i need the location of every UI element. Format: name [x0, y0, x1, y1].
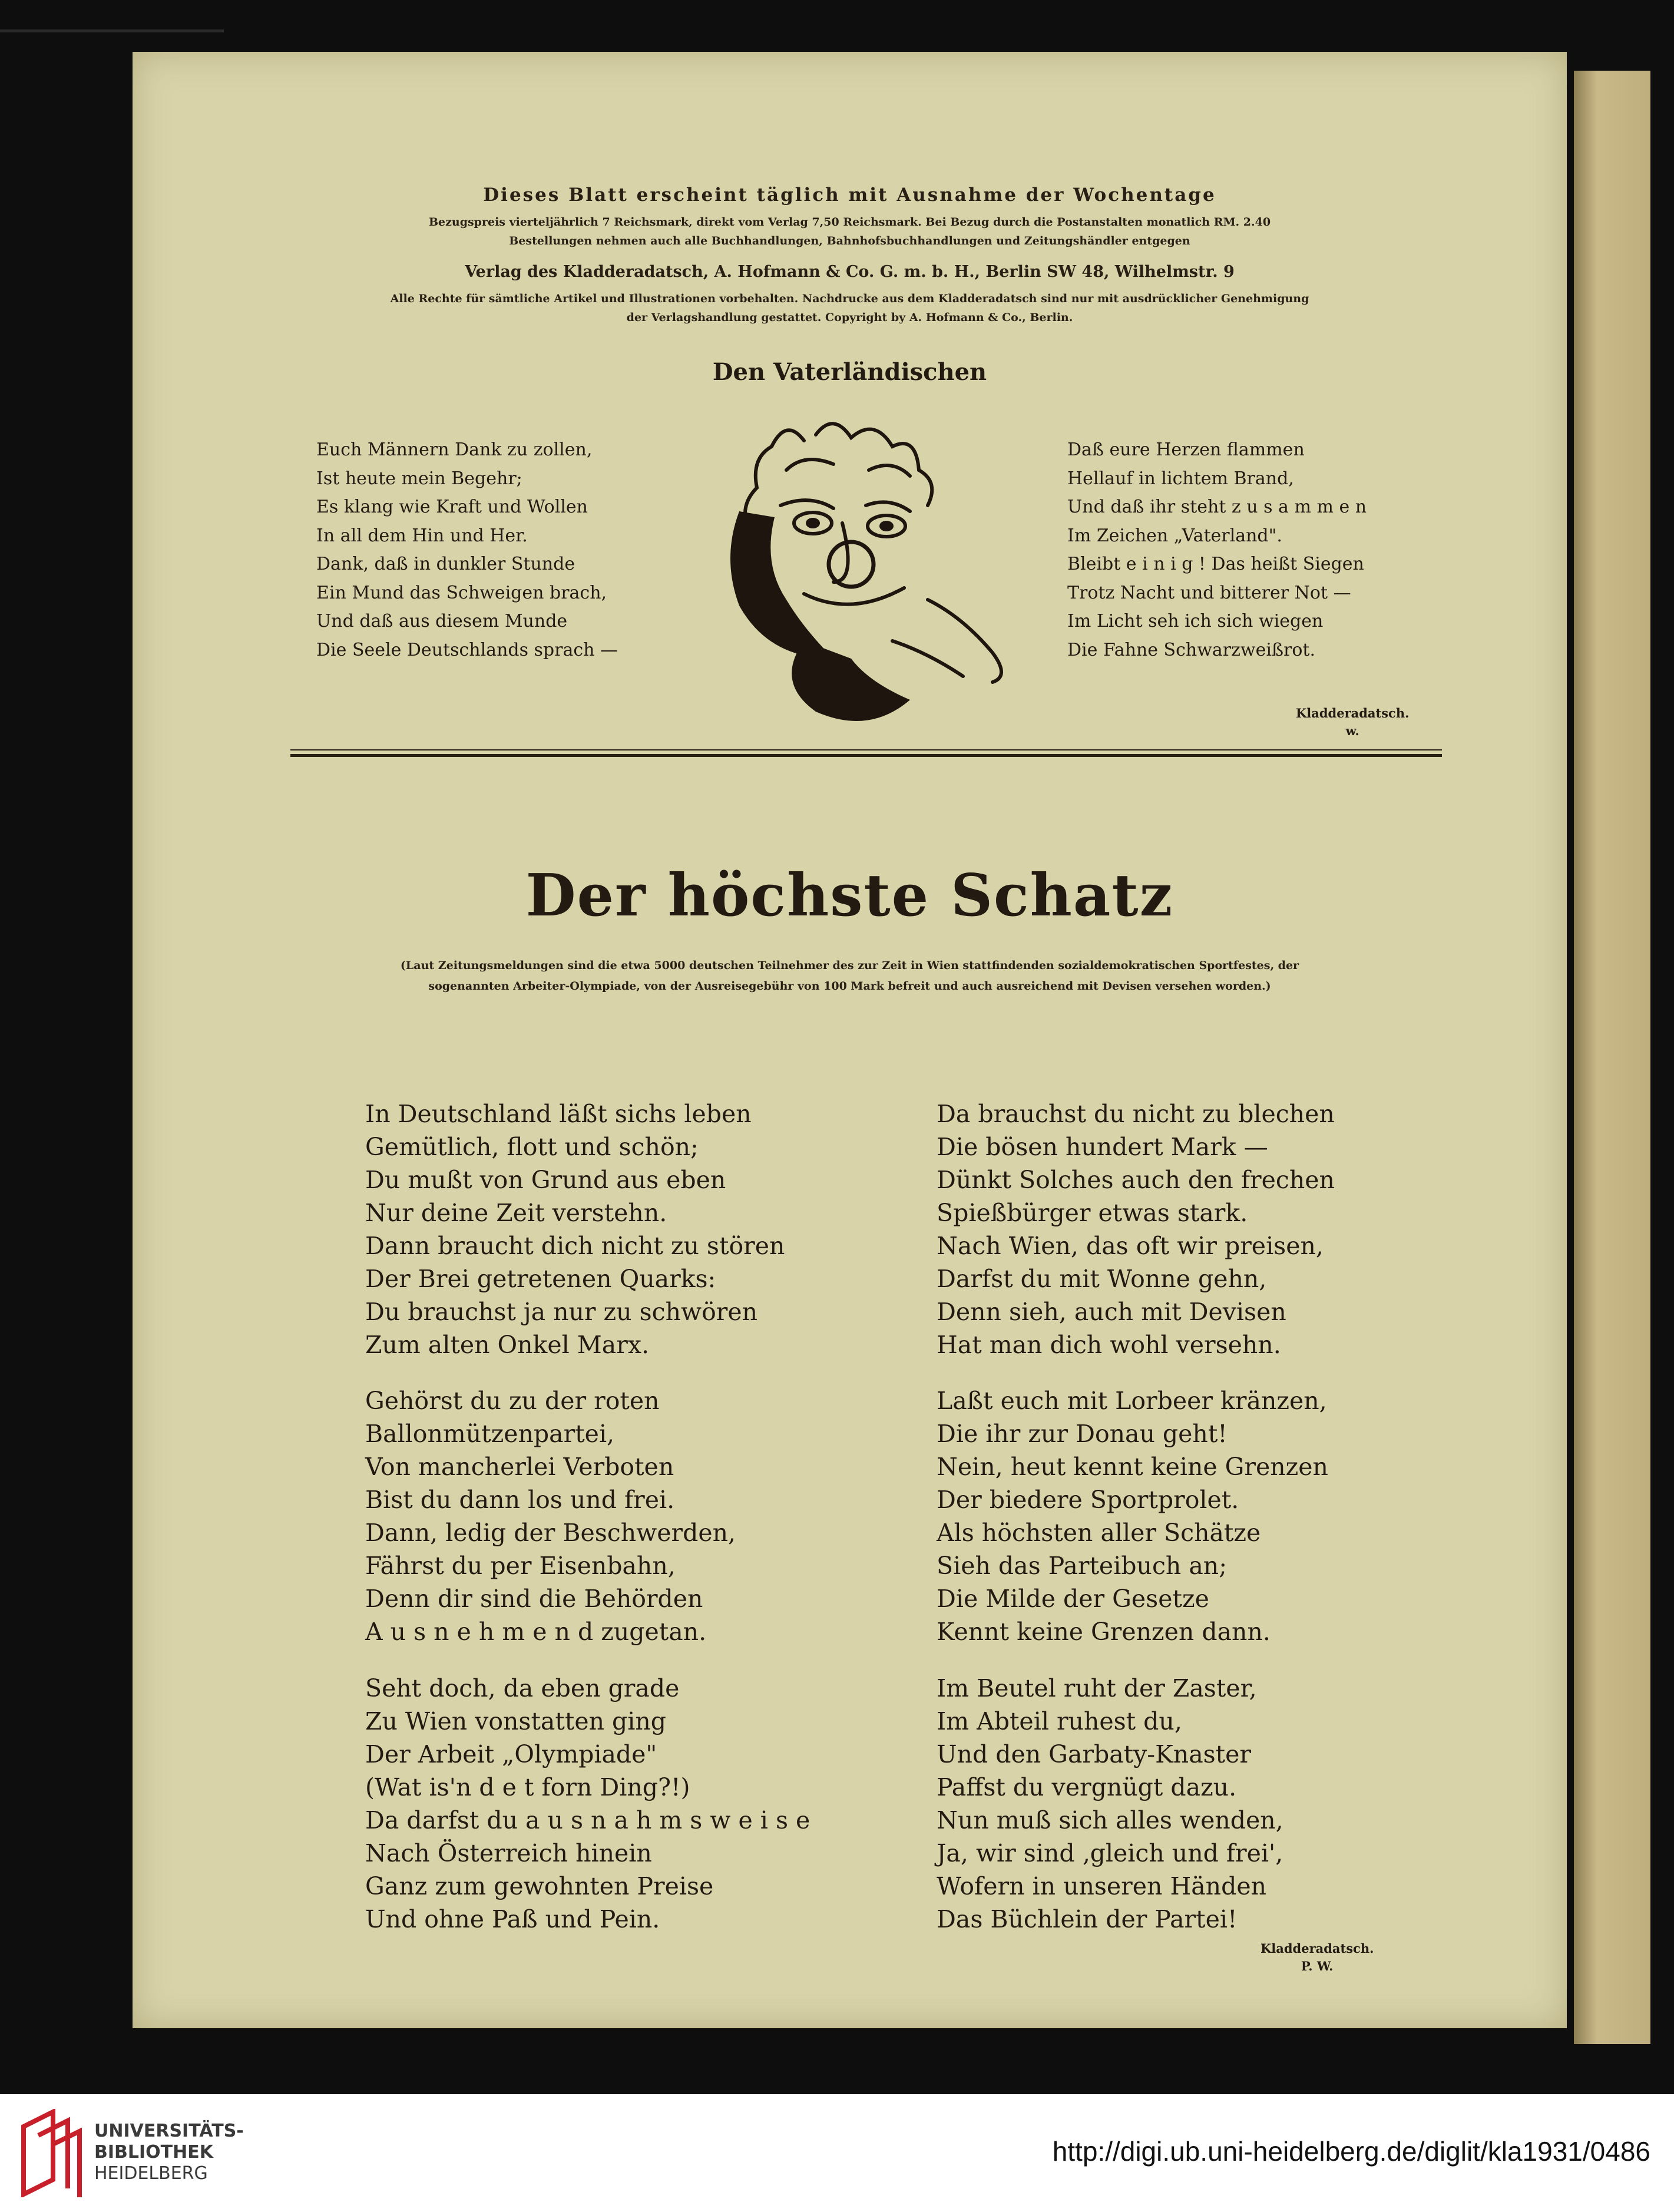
verse-line: Kennt keine Grenzen dann. — [937, 1618, 1271, 1646]
divider-rule-thin — [290, 749, 1442, 750]
verse-line: Darfst du mit Wonne gehn, — [937, 1265, 1267, 1293]
verse-line: Denn dir sind die Behörden — [365, 1585, 703, 1613]
verse-line: Zum alten Onkel Marx. — [365, 1331, 649, 1359]
verse-line: Nun muß sich alles wenden, — [937, 1806, 1283, 1834]
verse-line: Ganz zum gewohnten Preise — [365, 1872, 714, 1900]
signature-name: Kladderadatsch. — [1296, 706, 1410, 720]
verse-line: Der biedere Sportprolet. — [937, 1486, 1239, 1514]
logo-line: BIBLIOTHEK — [94, 2142, 213, 2163]
verse-line: Und den Garbaty-Knaster — [937, 1740, 1252, 1768]
imprint-orders: Bestellungen nehmen auch alle Buchhandlungen, Bahnhofsbuchhandlungen und Zeitungshändler entgegen — [509, 234, 1190, 247]
verse-line: Die Milde der Gesetze — [937, 1585, 1209, 1613]
divider-rule-thick — [290, 754, 1442, 757]
verse-line: Gemütlich, flott und schön; — [365, 1133, 699, 1161]
poem2-stanza-right-1 — [937, 1097, 1335, 1361]
verse-line: Ein Mund das Schweigen brach, — [316, 582, 607, 603]
verse-line: Wofern in unseren Händen — [937, 1872, 1267, 1900]
verse-line: Im Licht seh ich sich wiegen — [1067, 611, 1324, 631]
poem2-note-line2: sogenannten Arbeiter-Olympiade, von der Ausreisegebühr von 100 Mark befreit und auch ausreichend mit Devisen versehen worden.) — [428, 980, 1271, 993]
verse-line: Als höchsten aller Schätze — [937, 1519, 1261, 1547]
verse-line: Es klang wie Kraft und Wollen — [316, 497, 588, 517]
poem1-right-stanza — [1067, 436, 1367, 664]
verse-line: Und daß ihr steht z u s a m m e n — [1067, 497, 1367, 517]
verse-line: Der Brei getretenen Quarks: — [365, 1265, 716, 1293]
poem1-signature — [1296, 705, 1409, 740]
verse-line: Gehörst du zu der roten — [365, 1387, 660, 1415]
newspaper-page — [133, 52, 1567, 2028]
verse-line: Nein, heut kennt keine Grenzen — [937, 1453, 1328, 1481]
signature-name: Kladderadatsch. — [1261, 1941, 1374, 1956]
verse-line: Euch Männern Dank zu zollen, — [316, 439, 593, 460]
verse-line: Nach Wien, das oft wir preisen, — [937, 1232, 1324, 1260]
poem2-stanza-left-3 — [365, 1672, 810, 1936]
verse-line: Ballonmützenpartei, — [365, 1420, 615, 1448]
footer-bar — [0, 2094, 1674, 2212]
verse-line: Die bösen hundert Mark — — [937, 1133, 1268, 1161]
poem2-signature — [1261, 1940, 1374, 1975]
verse-line: Bist du dann los und frei. — [365, 1486, 675, 1514]
verse-line: In Deutschland läßt sichs leben — [365, 1100, 752, 1128]
verse-line: Ja, wir sind ‚gleich und frei', — [937, 1839, 1283, 1867]
imprint-publisher: Verlag des Kladderadatsch, A. Hofmann & Co. G. m. b. H., Berlin SW 48, Wilhelmstr. 9 — [465, 263, 1235, 281]
verse-line: Spießbürger etwas stark. — [937, 1199, 1248, 1227]
verse-line: Nach Österreich hinein — [365, 1839, 652, 1867]
imprint-rights-line1: Alle Rechte für sämtliche Artikel und Illustrationen vorbehalten. Nachdrucke aus dem Kladderadatsch sind nur mit ausdrücklicher Genehmigung — [390, 292, 1309, 305]
poem2-stanza-right-2 — [937, 1384, 1328, 1648]
verse-line: Das Büchlein der Partei! — [937, 1905, 1238, 1933]
verse-line: Da darfst du a u s n a h m s w e i s e — [365, 1806, 810, 1834]
verse-line: Daß eure Herzen flammen — [1067, 439, 1305, 460]
verse-line: Denn sieh, auch mit Devisen — [937, 1298, 1286, 1326]
poem2-stanza-left-1 — [365, 1097, 785, 1361]
verse-line: Nur deine Zeit verstehn. — [365, 1199, 667, 1227]
verse-line: Und daß aus diesem Munde — [316, 611, 568, 631]
verse-line: Da brauchst du nicht zu blechen — [937, 1100, 1335, 1128]
verse-line: Im Zeichen „Vaterland". — [1067, 525, 1282, 546]
verse-line: Dann, ledig der Beschwerden, — [365, 1519, 736, 1547]
verse-line: Im Abteil ruhest du, — [937, 1707, 1182, 1735]
imprint-price: Bezugspreis vierteljährlich 7 Reichsmark, direkt vom Verlag 7,50 Reichsmark. Bei Bezug durch die Postanstalten monatlich RM. 2.40 — [428, 216, 1271, 229]
caricature-illustration — [716, 405, 1022, 735]
verse-line: Zu Wien vonstatten ging — [365, 1707, 667, 1735]
permalink-url[interactable]: http://digi.ub.uni-heidelberg.de/diglit/kla1931/0486 — [1052, 2136, 1650, 2167]
logo-line: HEIDELBERG — [94, 2163, 208, 2184]
verse-line: Hellauf in lichtem Brand, — [1067, 468, 1294, 489]
verse-line: Dünkt Solches auch den frechen — [937, 1166, 1335, 1194]
next-page-edge — [1574, 71, 1650, 2044]
imprint-rights-line2: der Verlagshandlung gestattet. Copyright by A. Hofmann & Co., Berlin. — [626, 311, 1073, 324]
logo-line: UNIVERSITÄTS- — [94, 2121, 244, 2141]
verse-line: Ist heute mein Begehr; — [316, 468, 522, 489]
imprint-title: Dieses Blatt erscheint täglich mit Ausnahme der Wochentage — [483, 184, 1216, 206]
verse-line: Im Beutel ruht der Zaster, — [937, 1674, 1257, 1702]
poem2-note-line1: (Laut Zeitungsmeldungen sind die etwa 5000 deutschen Teilnehmer des zur Zeit in Wien stattfindenden sozialdemokratischen Sportfestes, der — [400, 959, 1299, 972]
signature-initials: P. W. — [1301, 1959, 1334, 1973]
verse-line: Der Arbeit „Olympiade" — [365, 1740, 657, 1768]
verse-line: A u s n e h m e n d zugetan. — [365, 1618, 707, 1646]
verse-line: Dank, daß in dunkler Stunde — [316, 554, 575, 574]
verse-line: Laßt euch mit Lorbeer kränzen, — [937, 1387, 1327, 1415]
verse-line: Bleibt e i n i g ! Das heißt Siegen — [1067, 554, 1364, 574]
library-logo-icon[interactable] — [18, 2109, 82, 2197]
verse-line: Die Fahne Schwarzweißrot. — [1067, 639, 1315, 660]
verse-line: Fährst du per Eisenbahn, — [365, 1552, 676, 1580]
library-logo-text[interactable] — [94, 2121, 244, 2184]
verse-line: Die Seele Deutschlands sprach — — [316, 639, 618, 660]
verse-line: Von mancherlei Verboten — [365, 1453, 674, 1481]
verse-line: Hat man dich wohl versehn. — [937, 1331, 1281, 1359]
verse-line: Die ihr zur Donau geht! — [937, 1420, 1228, 1448]
verse-line: (Wat is'n d e t forn Ding?!) — [365, 1773, 690, 1801]
verse-line: Dann braucht dich nicht zu stören — [365, 1232, 785, 1260]
signature-initials: w. — [1345, 723, 1359, 738]
verse-line: Du mußt von Grund aus eben — [365, 1166, 726, 1194]
verse-line: Du brauchst ja nur zu schwören — [365, 1298, 758, 1326]
poem2-stanza-left-2 — [365, 1384, 736, 1648]
verse-line: Und ohne Paß und Pein. — [365, 1905, 660, 1933]
verse-line: Seht doch, da eben grade — [365, 1674, 680, 1702]
verse-line: Sieh das Parteibuch an; — [937, 1552, 1228, 1580]
poem2-stanza-right-3 — [937, 1672, 1283, 1936]
scan-edge-mark — [0, 29, 224, 32]
poem1-left-stanza — [316, 436, 618, 664]
verse-line: Trotz Nacht und bitterer Not — — [1067, 582, 1351, 603]
poem2-title: Der höchste Schatz — [525, 862, 1174, 930]
poem1-title: Den Vaterländischen — [712, 358, 987, 386]
verse-line: In all dem Hin und Her. — [316, 525, 528, 546]
verse-line: Paffst du vergnügt dazu. — [937, 1773, 1237, 1801]
